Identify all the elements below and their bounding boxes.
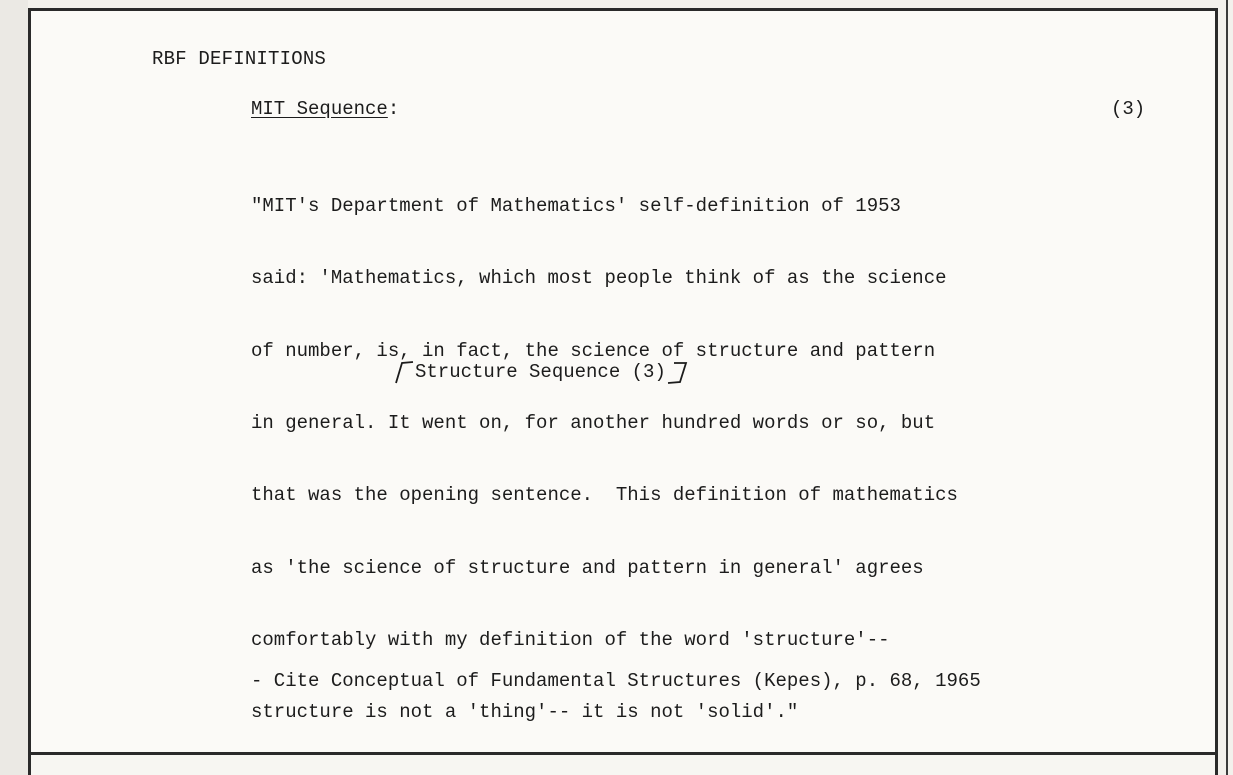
quote-line: in general. It went on, for another hundred words or so, but — [251, 412, 936, 435]
open-bracket-mark — [393, 359, 415, 385]
quote-line: of number, is, in fact, the science of structure and pattern — [251, 339, 936, 362]
cross-reference — [393, 359, 688, 385]
entry-title-text: MIT Sequence — [251, 98, 388, 120]
entry-title — [251, 98, 399, 120]
next-card-edge — [28, 755, 1218, 775]
card-right-rule — [1226, 0, 1228, 775]
quote-line: that was the opening sentence. This definition of mathematics — [251, 484, 958, 507]
quote-line: as 'the science of structure and pattern in general' agrees — [251, 556, 924, 579]
quote-line: "MIT's Department of Mathematics' self-definition of 1953 — [251, 195, 901, 218]
citation: - Cite Conceptual of Fundamental Structures (Kepes), p. 68, 1965 — [251, 670, 981, 692]
document-heading: RBF DEFINITIONS — [152, 48, 327, 70]
entry-number: (3) — [1111, 98, 1146, 120]
quote-line: comfortably with my definition of the word 'structure'-- — [251, 628, 890, 651]
definition-quote — [251, 146, 1151, 748]
quote-line: said: 'Mathematics, which most people think of as the science — [251, 267, 947, 290]
entry-title-colon: : — [387, 98, 400, 120]
quote-line: structure is not a 'thing'-- it is not 'solid'." — [251, 701, 799, 724]
close-bracket-mark — [666, 359, 688, 385]
cross-reference-text: Structure Sequence (3) — [415, 361, 666, 383]
scan-margin — [0, 0, 28, 775]
